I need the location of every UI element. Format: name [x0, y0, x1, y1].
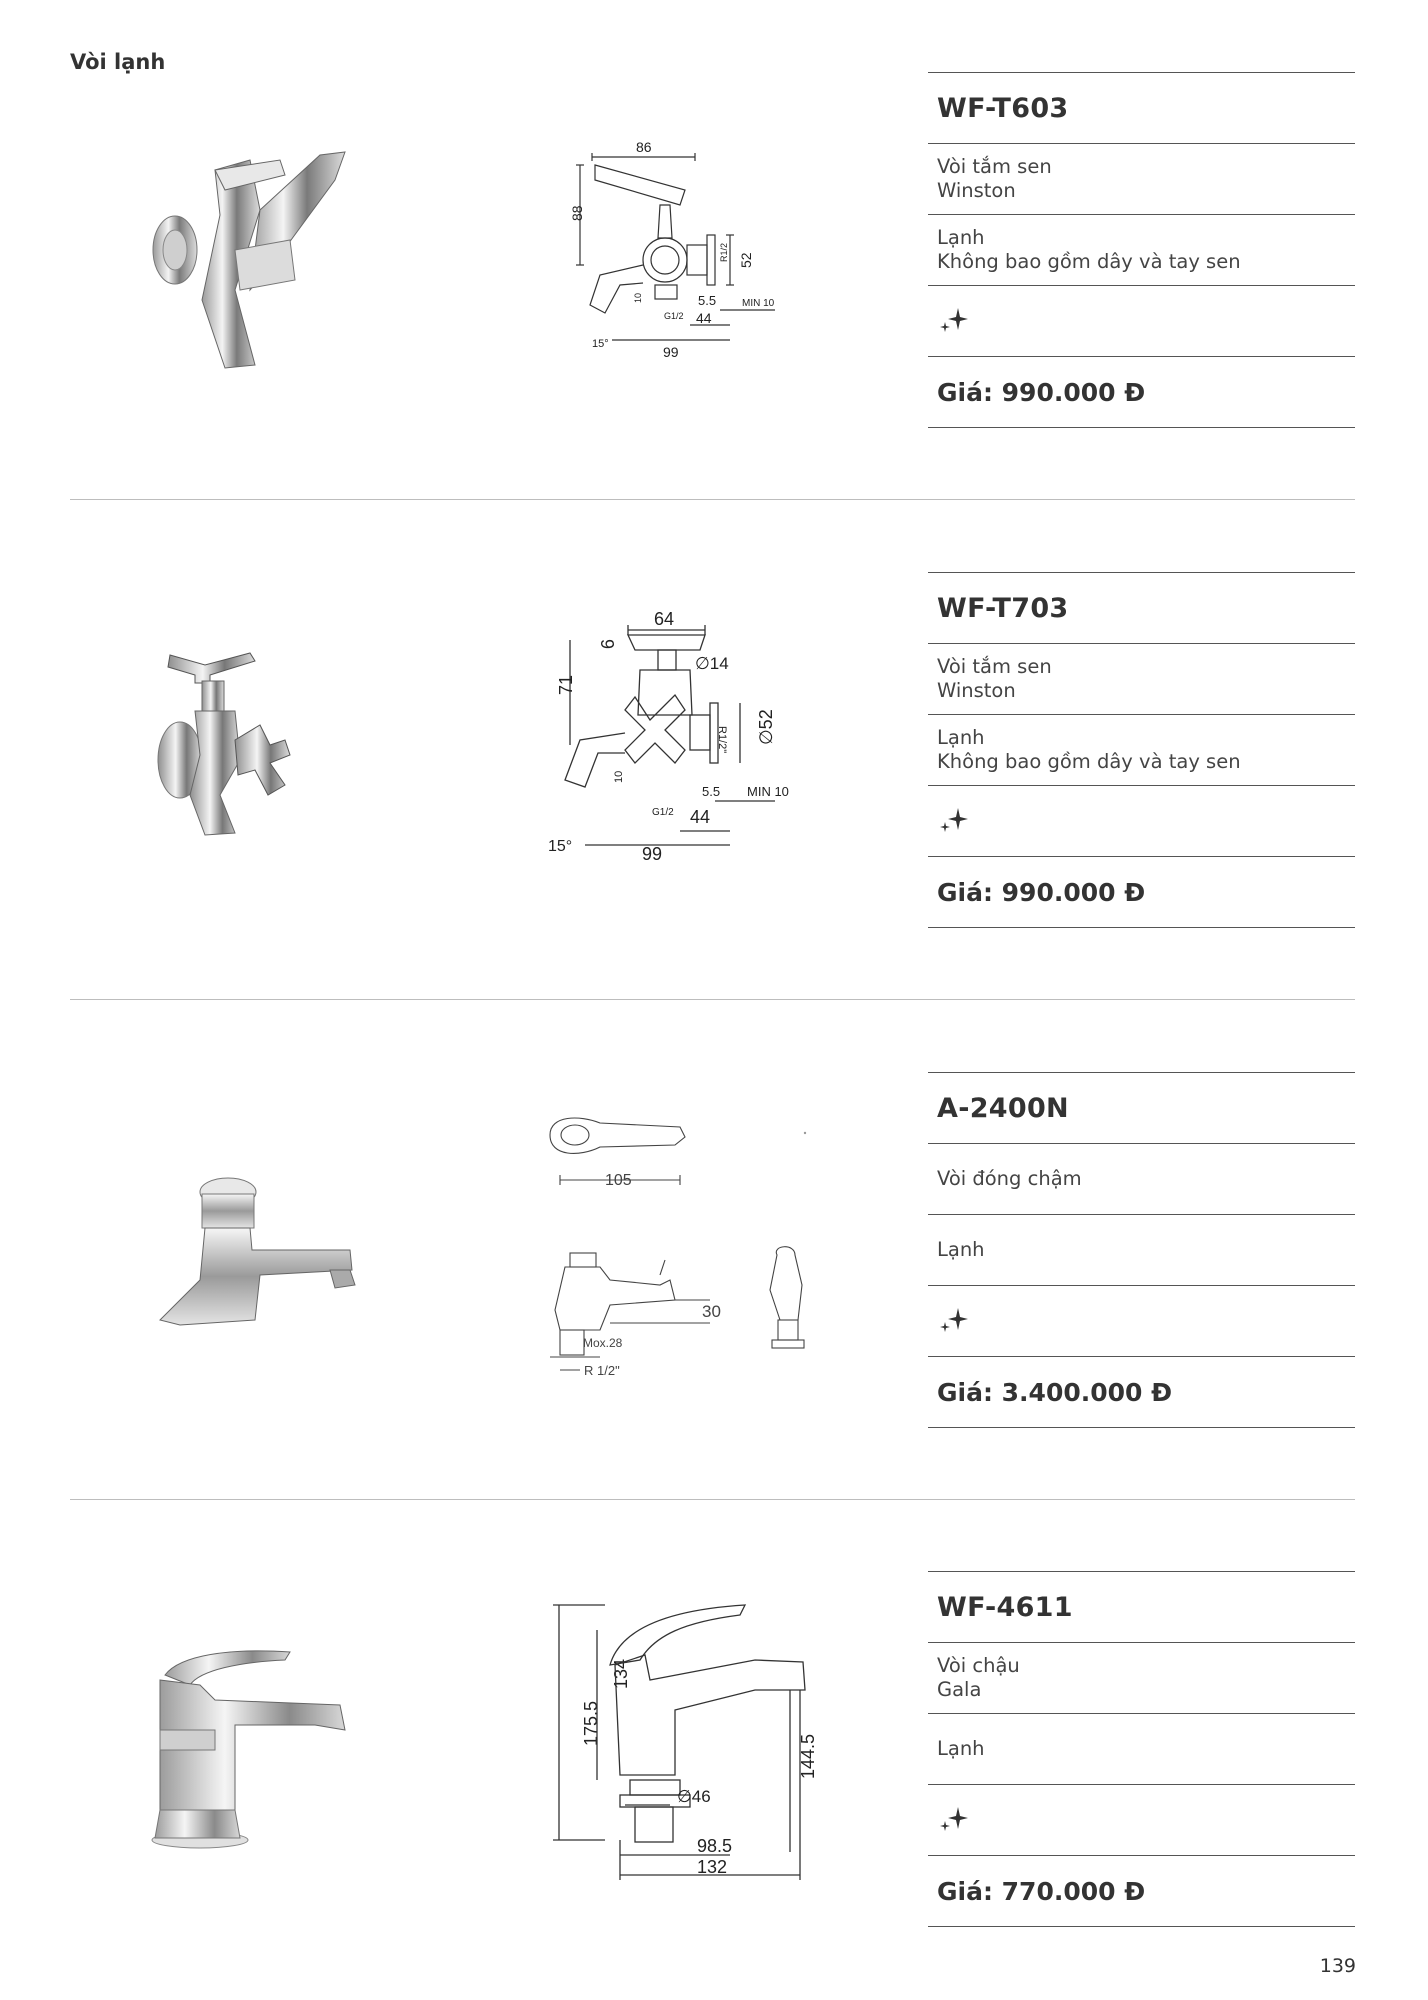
- dimension-label: 71: [556, 674, 576, 695]
- product-type: Vòi đóng chậm: [937, 1167, 1082, 1190]
- product-info-wf-t603: [928, 72, 1355, 428]
- product-price: Giá: 3.400.000 Đ: [937, 1377, 1173, 1407]
- section-divider: [70, 1499, 1355, 1500]
- product-note: Không bao gồm dây và tay sen: [937, 250, 1241, 273]
- page-number: 139: [1319, 1955, 1356, 1977]
- product-photo-wf-t603: [140, 140, 380, 370]
- dimension-label: 10: [633, 292, 643, 303]
- product-photo-wf-4611: [140, 1640, 360, 1855]
- sparkle-icon: [937, 304, 971, 338]
- section-divider: [70, 999, 1355, 1000]
- dimension-label: 64: [654, 609, 675, 629]
- product-series: Winston: [937, 179, 1016, 202]
- product-series: Gala: [937, 1678, 982, 1701]
- product-type: Vòi chậu: [937, 1654, 1020, 1677]
- product-info-wf-t703: [928, 572, 1355, 928]
- product-photo-wf-t703: [150, 645, 370, 835]
- sparkle-icon: [937, 1304, 971, 1338]
- dimension-label: 5.5: [702, 784, 721, 799]
- dimension-label: ∅52: [756, 709, 776, 745]
- sparkle-icon: [937, 804, 971, 838]
- product-temperature: Lạnh: [937, 1238, 985, 1261]
- product-model: A-2400N: [937, 1092, 1069, 1124]
- dimension-label: 9: [597, 639, 617, 650]
- dimension-label: MIN 10: [747, 784, 789, 799]
- product-type: Vòi tắm sen: [937, 155, 1052, 178]
- sparkle-icon: [937, 1803, 971, 1837]
- product-note: Không bao gồm dây và tay sen: [937, 750, 1241, 773]
- dimension-label: ∅14: [695, 654, 729, 673]
- dimension-label: R1/2": [716, 726, 728, 754]
- product-price: Giá: 990.000 Đ: [937, 377, 1146, 407]
- section-divider: [70, 499, 1355, 500]
- dimension-label: MIN 10: [742, 298, 775, 309]
- dimension-label: Mox.28: [583, 1336, 623, 1350]
- product-model: WF-T703: [937, 592, 1069, 624]
- dimension-label: 98.5: [697, 1836, 733, 1856]
- dimension-label: 10: [613, 770, 625, 783]
- product-series: Winston: [937, 679, 1016, 702]
- product-info-a-2400n: [928, 1072, 1355, 1428]
- technical-drawing-wf-t603: [560, 135, 800, 365]
- product-temperature: Lạnh: [937, 726, 985, 749]
- dimension-label: 132: [697, 1857, 728, 1877]
- dimension-label: 44: [696, 310, 712, 326]
- dimension-label: 15°: [592, 338, 609, 350]
- product-temperature: Lạnh: [937, 1737, 985, 1760]
- product-info-wf-4611: [928, 1571, 1355, 1927]
- dimension-label: 5.5: [698, 293, 717, 308]
- dimension-label: R1/2: [719, 242, 729, 262]
- product-price: Giá: 770.000 Đ: [937, 1876, 1146, 1906]
- dimension-label: G1/2: [652, 807, 674, 818]
- product-temperature: Lạnh: [937, 226, 985, 249]
- product-photo-a-2400n: [140, 1170, 360, 1330]
- product-model: WF-4611: [937, 1591, 1073, 1623]
- dimension-label: 144.5: [798, 1733, 818, 1779]
- dimension-label: 86: [636, 139, 652, 155]
- dimension-label: 88: [569, 205, 585, 221]
- dimension-label: 105: [605, 1172, 632, 1189]
- dimension-label: R 1/2": [584, 1363, 620, 1378]
- section-title: Vòi lạnh: [70, 50, 166, 74]
- dimension-label: G1/2: [664, 311, 684, 321]
- dimension-label: 99: [642, 844, 663, 864]
- dimension-label: ∅46: [677, 1787, 711, 1806]
- dimension-label: 134: [611, 1658, 631, 1689]
- dimension-label: 175.5: [581, 1700, 601, 1746]
- dimension-label: 99: [663, 344, 679, 360]
- technical-drawing-wf-4611: [545, 1590, 818, 1895]
- dimension-label: 52: [738, 252, 754, 268]
- dimension-label: 44: [690, 807, 711, 827]
- technical-drawing-a-2400n: [540, 1105, 820, 1390]
- dimension-label: 30: [702, 1302, 721, 1321]
- product-model: WF-T603: [937, 92, 1069, 124]
- product-type: Vòi tắm sen: [937, 655, 1052, 678]
- dimension-label: 15°: [548, 838, 573, 855]
- product-price: Giá: 990.000 Đ: [937, 877, 1146, 907]
- technical-drawing-wf-t703: [540, 605, 810, 875]
